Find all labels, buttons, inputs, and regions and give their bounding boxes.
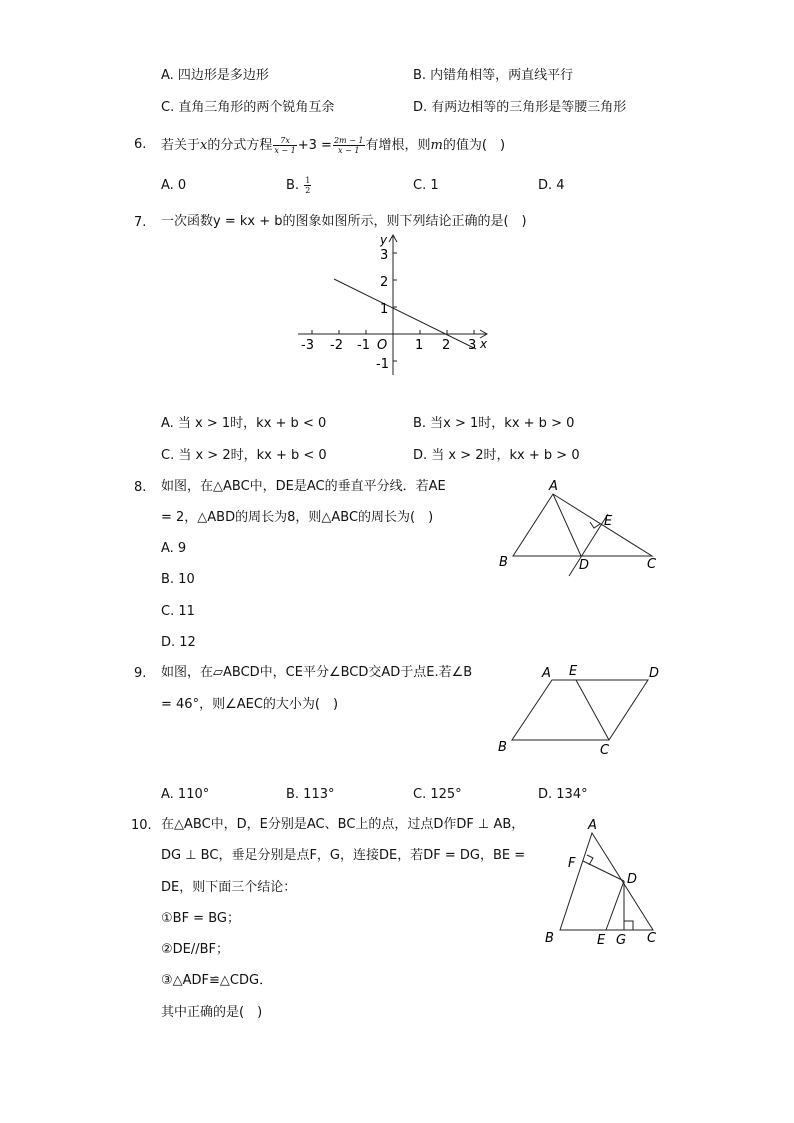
- q6-number: 6.: [134, 137, 147, 152]
- q6-stem: 若关于x的分式方程 $\frac{7x}{x - 1}$ +3 = $\frac{2m - 1}{x - 1}$ 有增根，则m的值为( ): [161, 136, 506, 155]
- q7-option-b: B. 当x > 1时，kx + b > 0: [413, 416, 575, 431]
- q10-stem-line2: DG ⊥ BC，垂足分别是点F，G，连接DE，若DF = DG，BE =: [161, 848, 526, 863]
- q8-number: 8.: [134, 480, 147, 495]
- q8-option-d: D. 12: [161, 635, 196, 650]
- svg-text:C: C: [647, 557, 657, 572]
- parallelogram-abcd: [512, 680, 648, 740]
- q6-fraction-1: $\frac{7x}{x - 1}$: [274, 136, 296, 155]
- q5-option-c: C. 直角三角形的两个锐角互余: [161, 100, 335, 115]
- q9-option-a: A. 110°: [161, 787, 210, 802]
- svg-text:E: E: [597, 933, 606, 948]
- x-tick-label: 3: [468, 338, 477, 353]
- svg-text:B: B: [545, 931, 554, 946]
- svg-text:D: D: [627, 872, 638, 887]
- y-tick-label: 1: [380, 302, 389, 317]
- x-axis-label: x: [480, 337, 488, 351]
- q9-number: 9.: [134, 666, 147, 681]
- q7-option-d: D. 当 x > 2时，kx + b > 0: [413, 448, 580, 463]
- q9-stem-line1: 如图，在▱ABCD中，CE平分∠BCD交AD于点E.若∠B: [161, 665, 473, 680]
- y-tick-label: -1: [376, 357, 389, 372]
- q7-number: 7.: [134, 215, 147, 230]
- segment-ce: [576, 680, 609, 740]
- segment-de: [606, 881, 624, 930]
- svg-text:D: D: [649, 666, 660, 681]
- q10-stem-line1: 在△ABC中，D，E分别是AC、BC上的点，过点D作DF ⊥ AB，: [161, 817, 525, 832]
- svg-text:C: C: [647, 931, 657, 946]
- origin-label: O: [377, 338, 388, 353]
- q8-option-a: A. 9: [161, 541, 187, 556]
- q6-fraction-2: $\frac{2m - 1}{x - 1}$: [333, 136, 364, 155]
- svg-text:F: F: [568, 856, 576, 871]
- y-ticks: [393, 253, 397, 361]
- svg-text:B: B: [498, 740, 507, 755]
- x-tick-label: 2: [442, 338, 451, 353]
- svg-text:A: A: [542, 666, 551, 681]
- q8-triangle-figure: [496, 478, 666, 578]
- q7-stem: 一次函数y = kx + b的图象如图所示，则下列结论正确的是( ): [161, 214, 527, 229]
- svg-text:E: E: [604, 514, 613, 529]
- q10-stem-line3: DE，则下面三个结论：: [161, 880, 297, 895]
- q7-option-c: C. 当 x > 2时，kx + b < 0: [161, 448, 327, 463]
- q7-option-a: A. 当 x > 1时，kx + b < 0: [161, 416, 327, 431]
- q5-option-a: A. 四边形是多边形: [161, 68, 269, 83]
- q10-conclusion-1: ①BF = BG；: [161, 911, 240, 926]
- q10-stem-line4: 其中正确的是( ): [161, 1005, 263, 1020]
- triangle-abc: [513, 494, 652, 556]
- q9-option-d: D. 134°: [538, 787, 588, 802]
- q10-triangle-figure: [540, 815, 670, 950]
- svg-text:G: G: [616, 933, 627, 948]
- right-angle-mark-g: [624, 921, 633, 930]
- q10-conclusion-2: ②DE//BF；: [161, 942, 230, 957]
- q9-stem-line2: = 46°，则∠AEC的大小为( ): [161, 697, 339, 712]
- q8-option-b: B. 10: [161, 572, 195, 587]
- q8-option-c: C. 11: [161, 604, 195, 619]
- svg-text:A: A: [549, 479, 558, 494]
- triangle-abc: [560, 833, 653, 930]
- svg-text:D: D: [579, 558, 590, 573]
- function-line: [334, 279, 476, 349]
- q10-conclusion-3: ③△ADF≌△CDG．: [161, 973, 273, 988]
- svg-text:A: A: [588, 818, 597, 833]
- svg-text:B: B: [499, 555, 508, 570]
- q6-option-b: B. $\frac{1}{2}$: [286, 176, 311, 195]
- q9-option-c: C. 125°: [413, 787, 462, 802]
- q7-graph: [298, 232, 498, 377]
- x-tick-label: -3: [301, 338, 314, 353]
- svg-text:E: E: [569, 664, 578, 679]
- q6-option-a: A. 0: [161, 178, 187, 193]
- q8-stem-line1: 如图，在△ABC中，DE是AC的垂直平分线．若AE: [161, 479, 446, 494]
- y-tick-label: 3: [380, 248, 389, 263]
- q5-option-d: D. 有两边相等的三角形是等腰三角形: [413, 100, 627, 115]
- q5-option-b: B. 内错角相等，两直线平行: [413, 68, 574, 83]
- q6-option-c: C. 1: [413, 178, 439, 193]
- x-tick-label: 1: [415, 338, 424, 353]
- y-tick-label: 2: [380, 275, 389, 290]
- svg-text:C: C: [600, 743, 610, 758]
- y-axis-label: y: [380, 233, 388, 247]
- q9-option-b: B. 113°: [286, 787, 335, 802]
- q10-number: 10.: [131, 818, 152, 833]
- x-tick-label: -1: [357, 338, 370, 353]
- q6-option-d: D. 4: [538, 178, 565, 193]
- q8-stem-line2: = 2，△ABD的周长为8，则△ABC的周长为( ): [161, 510, 434, 525]
- x-tick-label: -2: [330, 338, 343, 353]
- q9-parallelogram-figure: [496, 662, 666, 757]
